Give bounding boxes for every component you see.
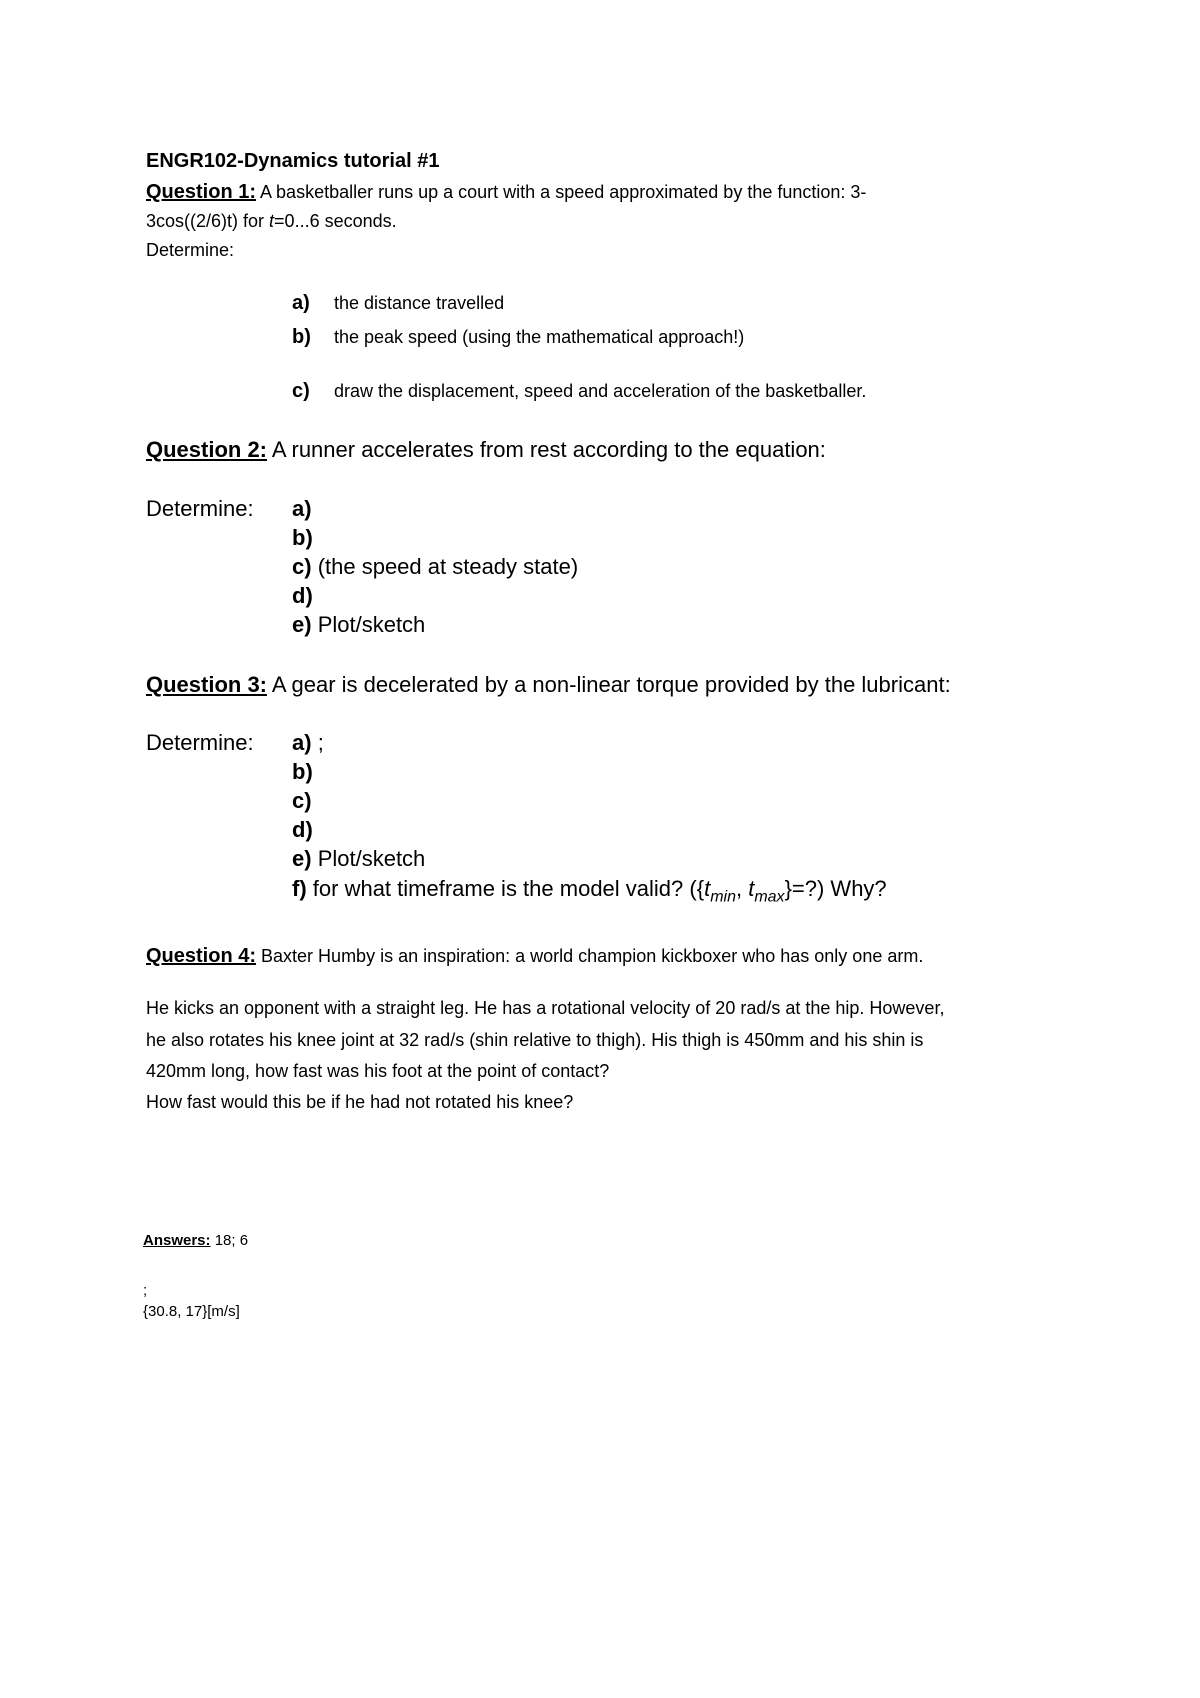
- q1-item-a-text: the distance travelled: [334, 293, 505, 313]
- q2-item-a-letter: a): [292, 496, 312, 521]
- question-4-label: Question 4:: [146, 945, 257, 967]
- q1-item-c-letter: c): [292, 380, 310, 402]
- q3-item-a: [292, 730, 324, 756]
- q2-item-b: [292, 525, 313, 551]
- question-1-time-range: =0...6 seconds.: [274, 211, 397, 231]
- answers-line1: [143, 1232, 248, 1249]
- q3-item-b-letter: b): [292, 759, 313, 784]
- question-1-determine: Determine:: [146, 240, 235, 260]
- q3-item-a-letter: a): [292, 730, 312, 755]
- q2-item-b-letter: b): [292, 525, 313, 550]
- q3-item-c-letter: c): [292, 788, 312, 813]
- question-3-text: A gear is decelerated by a non-linear torque provided by the lubricant:: [271, 672, 951, 697]
- question-2-determine: Determine:: [146, 496, 254, 521]
- q2-item-c-text: (the speed at steady state): [317, 554, 579, 579]
- q2-item-d: [292, 583, 313, 609]
- answers-line2: ;: [143, 1282, 148, 1299]
- q2-item-c-letter: c): [292, 554, 312, 579]
- question-2-heading: [146, 437, 826, 463]
- q2-item-c: [292, 554, 578, 580]
- q3-item-f-text: for what timeframe is the model valid? ({: [312, 876, 705, 901]
- q3-item-b: [292, 759, 313, 785]
- question-2-label: Question 2:: [146, 437, 268, 462]
- q3-item-f-end: }=?) Why?: [784, 876, 887, 901]
- question-3-heading: [146, 672, 951, 698]
- question-4-para-line4: How fast would this be if he had not rotated his knee?: [146, 1092, 574, 1112]
- q3-item-e-text: Plot/sketch: [317, 846, 426, 871]
- question-3-determine: Determine:: [146, 730, 254, 755]
- q2-item-e-letter: e): [292, 612, 312, 637]
- question-1-t-variable: t: [269, 211, 275, 231]
- answers-line3: {30.8, 17}[m/s]: [143, 1303, 240, 1320]
- q1-item-b: [292, 326, 744, 349]
- q3-t-min-var: t: [704, 876, 711, 901]
- q3-item-f-letter: f): [292, 876, 307, 901]
- q2-item-e-text: Plot/sketch: [317, 612, 426, 637]
- q3-item-e-letter: e): [292, 846, 312, 871]
- q3-item-a-text: ;: [317, 730, 324, 755]
- q2-item-d-letter: d): [292, 583, 313, 608]
- answers-label: Answers:: [143, 1232, 211, 1249]
- q3-t-min-sub: min: [710, 888, 736, 906]
- question-4-text: Baxter Humby is an inspiration: a world champion kickboxer who has only one arm.: [261, 946, 924, 966]
- q3-item-d: [292, 817, 313, 843]
- question-4-para-line3: 420mm long, how fast was his foot at the point of contact?: [146, 1061, 610, 1081]
- q3-sep: ,: [735, 876, 749, 901]
- q1-item-c-text: draw the displacement, speed and acceleration of the basketballer.: [334, 381, 867, 401]
- question-1-function: 3cos((2/6)t) for: [146, 211, 270, 231]
- question-1-line1: [146, 181, 866, 204]
- q3-t-max-sub: max: [754, 888, 785, 906]
- question-4-para-line1: He kicks an opponent with a straight leg. He has a rotational velocity of 20 rad/s at the hip. However,: [146, 998, 945, 1018]
- q3-item-c: [292, 788, 312, 814]
- q1-item-b-text: the peak speed (using the mathematical approach!): [334, 327, 745, 347]
- question-1-line2: [146, 211, 397, 232]
- q3-item-d-letter: d): [292, 817, 313, 842]
- question-4-heading: [146, 945, 923, 968]
- question-1-label: Question 1:: [146, 181, 257, 203]
- q3-t-max-var: t: [748, 876, 755, 901]
- question-2-text: A runner accelerates from rest according to the equation:: [271, 437, 826, 462]
- q1-item-a-letter: a): [292, 292, 310, 314]
- question-3-label: Question 3:: [146, 672, 268, 697]
- q3-item-f: [292, 876, 887, 906]
- q2-item-a: [292, 496, 312, 522]
- q1-item-a: [292, 292, 504, 315]
- q3-item-e: [292, 846, 425, 872]
- page-title: ENGR102-Dynamics tutorial #1: [146, 150, 440, 172]
- question-4-para-line2: he also rotates his knee joint at 32 rad/s (shin relative to thigh). His thigh is 450mm and his shin is: [146, 1030, 924, 1050]
- q2-item-e: [292, 612, 425, 638]
- q1-item-b-letter: b): [292, 326, 311, 348]
- answers-value-1: 18; 6: [214, 1232, 249, 1249]
- q1-item-c: [292, 380, 866, 403]
- question-1-text: A basketballer runs up a court with a speed approximated by the function: 3-: [260, 182, 867, 202]
